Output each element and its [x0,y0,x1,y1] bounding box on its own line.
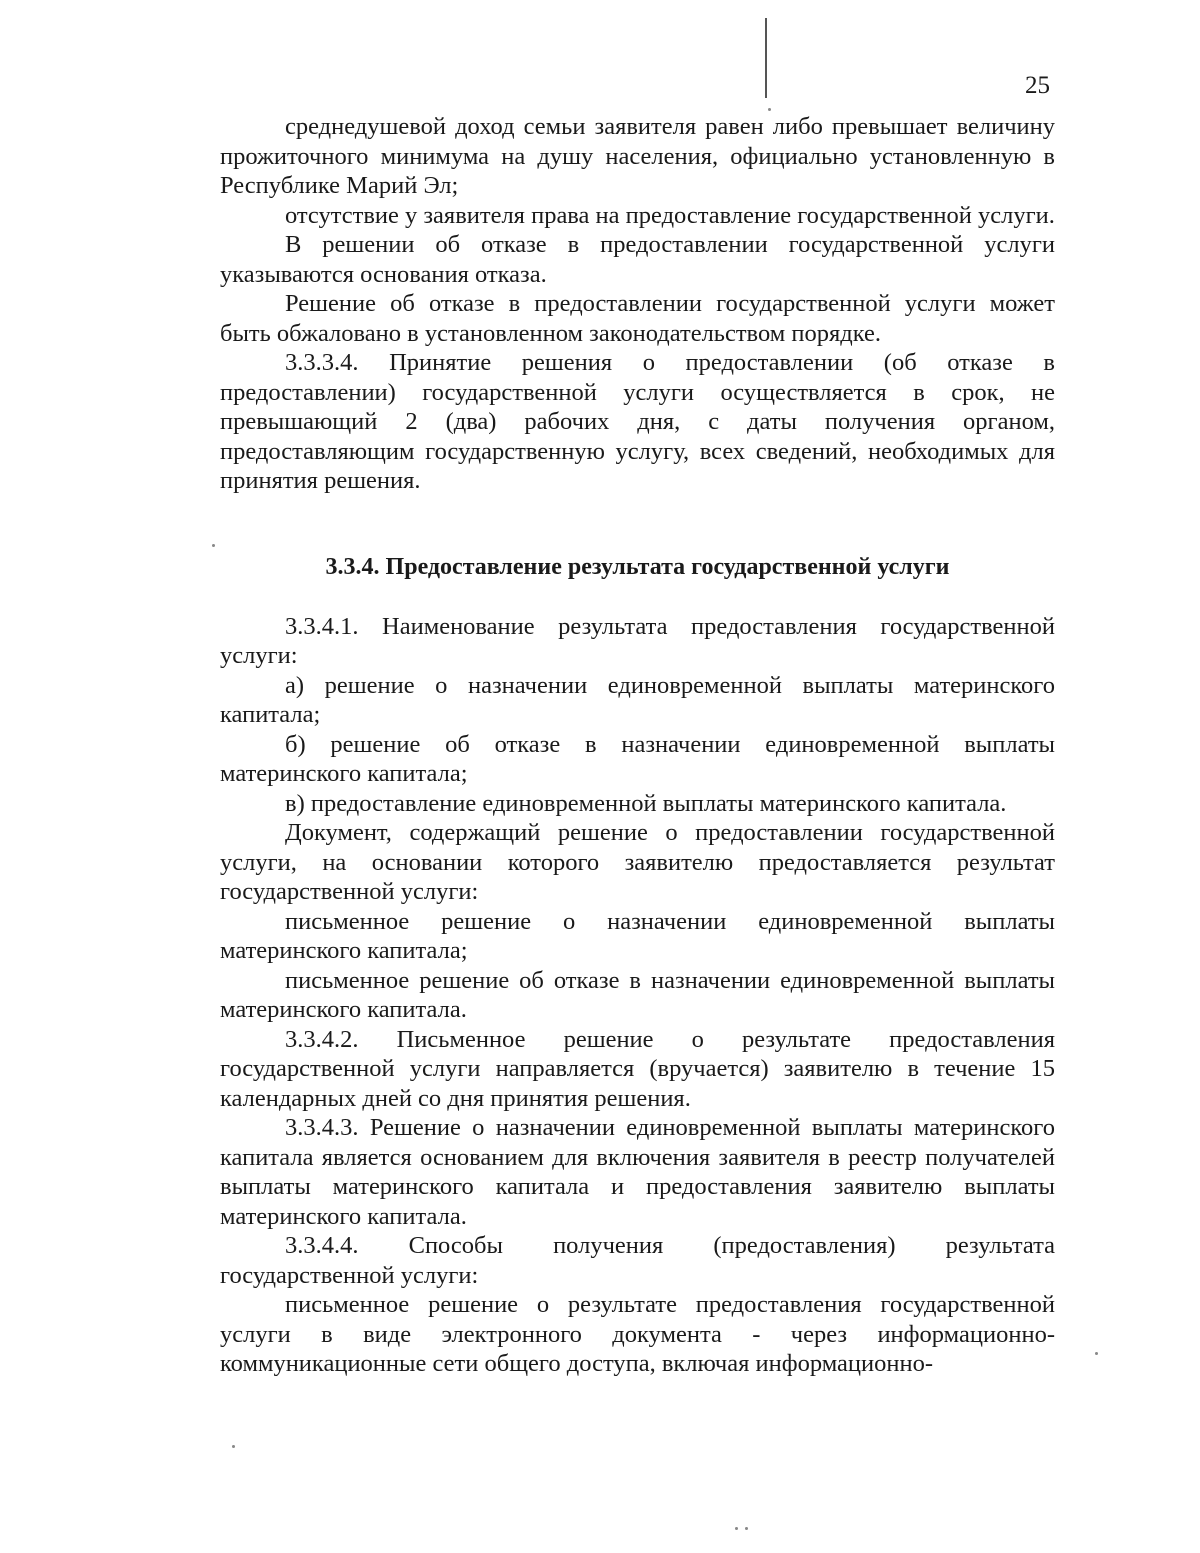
document-body [220,112,1055,1379]
scan-speck [745,1527,748,1530]
scan-speck [232,1445,235,1448]
scan-artifact-line [765,18,767,98]
paragraph: В решении об отказе в предоставлении государственной услуги указываются основания отказа. [220,231,1055,288]
paragraph: а) решение о назначении единовременной выплаты материнского капитала; [220,671,1055,728]
paragraph: б) решение об отказе в назначении единовременной выплаты материнского капитала; [220,730,1055,787]
paragraph: 3.3.4.2. Письменное решение о результате предоставления государственной услуги направляется (вручается) заявителю в течение 15 календарных дней со дня принятия решения. [220,1025,1055,1112]
paragraph: 3.3.4.3. Решение о назначении единовременной выплаты материнского капитала является основанием для включения заявителя в реестр получателей выплаты материнского капитала и предоставления заявителю выплаты материнского капитала. [220,1114,1055,1230]
scan-speck [1095,1352,1098,1355]
paragraph: Решение об отказе в предоставлении государственной услуги может быть обжаловано в установленном законодательством порядке. [220,290,1055,347]
page-number: 25 [1025,72,1050,99]
paragraph: 3.3.3.4. Принятие решения о предоставлении (об отказе в предоставлении) государственной услуги осуществляется в срок, не превышающий 2 (два) рабочих дня, с даты получения органом, предоставляющим государственную услугу, всех сведений, необходимых для принятия решения. [220,349,1055,494]
paragraph: 3.3.4.4. Способы получения (предоставления) результата государственной услуги: [220,1232,1055,1289]
scan-speck [735,1527,738,1530]
paragraph: письменное решение о результате предоставления государственной услуги в виде электронного документа - через информационно-коммуникационные сети общего доступа, включая информационно- [220,1291,1055,1377]
paragraph: среднедушевой доход семьи заявителя равен либо превышает величину прожиточного минимума на душу населения, официально установленную в Республике Марий Эл; [220,113,1055,199]
section-heading: 3.3.4. Предоставление результата государственной услуги [325,553,950,580]
paragraph: в) предоставление единовременной выплаты материнского капитала. [285,789,1007,817]
scan-speck [768,108,771,111]
paragraph: Документ, содержащий решение о предоставлении государственной услуги, на основании которого заявителю предоставляется результат государственной услуги: [220,819,1055,905]
paragraph: отсутствие у заявителя права на предоставление государственной услуги. [285,201,1055,229]
paragraph: письменное решение об отказе в назначении единовременной выплаты материнского капитала. [220,966,1055,1023]
paragraph: 3.3.4.1. Наименование результата предоставления государственной услуги: [220,612,1055,669]
paragraph: письменное решение о назначении единовременной выплаты материнского капитала; [220,907,1055,964]
scan-speck [212,544,215,547]
